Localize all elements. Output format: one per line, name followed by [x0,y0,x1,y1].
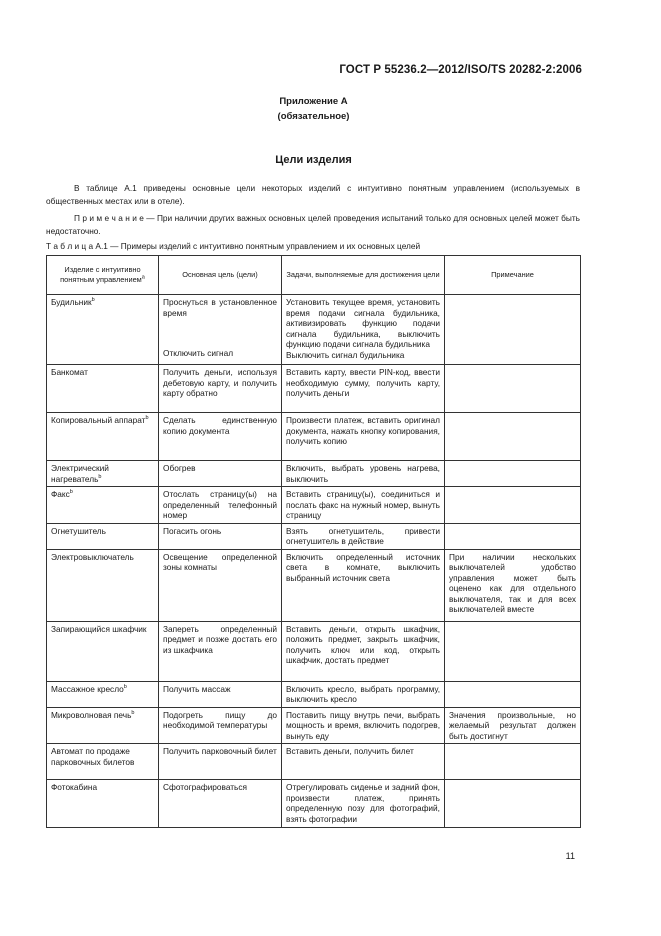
table-row [47,744,581,780]
tasks-text: Включить, выбрать уровень нагрева, выключить [286,463,440,484]
tasks-text: Включить кресло, выбрать программу, выключить кресло [286,683,440,704]
table-row [47,681,581,707]
product-name: Фотокабина [51,782,98,792]
cell-goal [159,295,282,365]
cell-goal [159,461,282,487]
product-name: Электровыключатель [51,551,134,562]
goal-text: Освещение определенной зоны комнаты [163,551,277,572]
goal-text: Сфотографироваться [163,782,248,792]
goal-text: Погасить огонь [163,525,222,536]
table-row [47,365,581,413]
cell-product [47,780,159,828]
header-product: Изделие с интуитивно понятным управлением$^a$ [47,256,159,295]
cell-tasks [282,365,445,413]
note-paragraph: П р и м е ч а н и е — При наличии других важных основных целей проведения испытаний только для основных целей может быть недостаточно. [46,213,580,236]
tasks-text: Произвести платеж, вставить оригинал документа, нажать кнопку копирования, получить копию [286,415,440,446]
tasks-text: Вставить страницу(ы), соединиться и послать факс на нужный номер, вынуть страницу [286,489,440,520]
cell-goal [159,549,282,621]
cell-tasks [282,549,445,621]
cell-product [47,621,159,681]
cell-product [47,707,159,744]
footnote-mark: b [123,683,127,690]
footnote-mark: b [131,709,135,716]
cell-goal [159,621,282,681]
product-name: Копировальный аппарат [51,415,146,425]
tasks-text: Вставить карту, ввести PIN-код, ввести необходимую сумму, получить карту, получить деньги [286,367,440,398]
cell-note: При наличии нескольких выключателей удобство управления может быть оценено как для отдельного выключателя, так и для всех выключателей вместе [445,549,581,621]
product-name: Огнетушитель [51,525,106,536]
footnote-mark: b [91,297,95,304]
appendix-title: Приложение А [279,96,348,107]
table-row [47,461,581,487]
product-name: Будильник [51,297,92,307]
tasks-text: Вставить деньги, получить билет [286,746,414,756]
footnote-mark: b [145,415,149,422]
section-title: Цели изделия [275,154,352,166]
page-number: 11 [565,851,575,861]
cell-tasks [282,621,445,681]
appendix-subtitle: (обязательное) [277,111,350,122]
cell-product [47,681,159,707]
product-name: Банкомат [51,367,88,377]
cell-tasks [282,707,445,744]
cell-tasks [282,523,445,549]
cell-goal [159,413,282,461]
tasks-text-secondary: Выключить сигнал будильника [286,349,405,360]
tasks-text: Поставить пищу внутрь печи, выбрать мощность и время, включить подогрев, вынуть еду [286,709,440,741]
goal-text: Отослать страницу(ы) на определенный телефонный номер [163,489,277,520]
tasks-text: Включить определенный источник света в комнате, выключить выбранный источник света [286,551,440,583]
intro-paragraph: В таблице А.1 приведены основные цели некоторых изделий с интуитивно понятным управлением (используемых в общественных местах или в отеле). [46,183,580,206]
cell-note [445,487,581,524]
cell-tasks [282,744,445,780]
header-note: Примечание [445,256,581,295]
cell-product [47,744,159,780]
cell-note [445,681,581,707]
product-name: Электрический нагреватель [51,463,109,484]
table-row [47,295,581,365]
table-row [47,707,581,744]
cell-note [445,744,581,780]
product-name: Массажное кресло [51,683,124,694]
cell-note [445,780,581,828]
goal-text: Получить деньги, используя дебетовую карту, и получить карту обратно [163,367,277,398]
product-name: Факс [51,489,70,499]
cell-tasks [282,681,445,707]
table-row [47,780,581,828]
cell-tasks [282,487,445,524]
cell-goal [159,523,282,549]
cell-product [47,461,159,487]
cell-tasks [282,413,445,461]
table-row [47,487,581,524]
cell-tasks [282,461,445,487]
tasks-text: Вставить деньги, открыть шкафчик, положить предмет, закрыть шкафчик, получить ключ или код, открыть шкафчик, достать предмет [286,623,440,665]
cell-goal [159,780,282,828]
cell-note [445,621,581,681]
cell-goal [159,487,282,524]
cell-note [445,523,581,549]
table-caption: Т а б л и ц а А.1 — Примеры изделий с интуитивно понятным управлением и их основных целей [46,241,421,251]
cell-product [47,365,159,413]
goal-text: Сделать единственную копию документа [163,415,277,436]
cell-product [47,487,159,524]
goal-text: Запереть определенный предмет и позже достать его из шкафчика [163,623,277,655]
cell-tasks [282,295,445,365]
product-name: Автомат по продаже парковочных билетов [51,746,135,767]
cell-product [47,523,159,549]
cell-goal [159,707,282,744]
cell-note [445,365,581,413]
cell-goal [159,744,282,780]
table-row [47,523,581,549]
cell-note [445,413,581,461]
tasks-text: Установить текущее время, установить время подачи сигнала будильника, активизировать функцию подачи сигнала будильника, выключить функцию подачи сигнала будильника [286,297,440,349]
cell-product [47,413,159,461]
document-code: ГОСТ Р 55236.2—2012/ISO/TS 20282-2:2006 [339,64,582,76]
tasks-text: Отрегулировать сиденье и задний фон, произвести платеж, принять определенную позу для фотографий, взять фотографии [286,782,440,824]
product-name: Микроволновая печь [51,709,132,720]
table-row [47,549,581,621]
table-row [47,413,581,461]
tasks-text: Взять огнетушитель, привести огнетушитель в действие [286,525,440,546]
goal-text: Проснуться в установленное время [163,297,277,318]
cell-note: Значения произвольные, но желаемый результат должен быть достигнут [445,707,581,744]
goal-text: Обогрев [163,463,196,473]
cell-note [445,295,581,365]
footnote-mark: b [69,489,73,496]
cell-product [47,295,159,365]
goals-table [46,255,581,828]
appendix-heading [0,94,627,124]
goal-text-secondary: Отключить сигнал [163,348,234,358]
goal-text: Получить массаж [163,683,231,694]
header-goal: Основная цель (цели) [159,256,282,295]
table-row [47,621,581,681]
cell-product [47,549,159,621]
cell-tasks [282,780,445,828]
goal-text: Получить парковочный билет [163,746,277,756]
goal-text: Подогреть пищу до необходимой температуры [163,709,277,730]
cell-goal [159,681,282,707]
table-header-row [47,256,581,295]
footnote-mark: b [98,473,102,480]
cell-goal [159,365,282,413]
header-tasks: Задачи, выполняемые для достижения цели [282,256,445,295]
product-name: Запирающийся шкафчик [51,623,147,634]
cell-note [445,461,581,487]
